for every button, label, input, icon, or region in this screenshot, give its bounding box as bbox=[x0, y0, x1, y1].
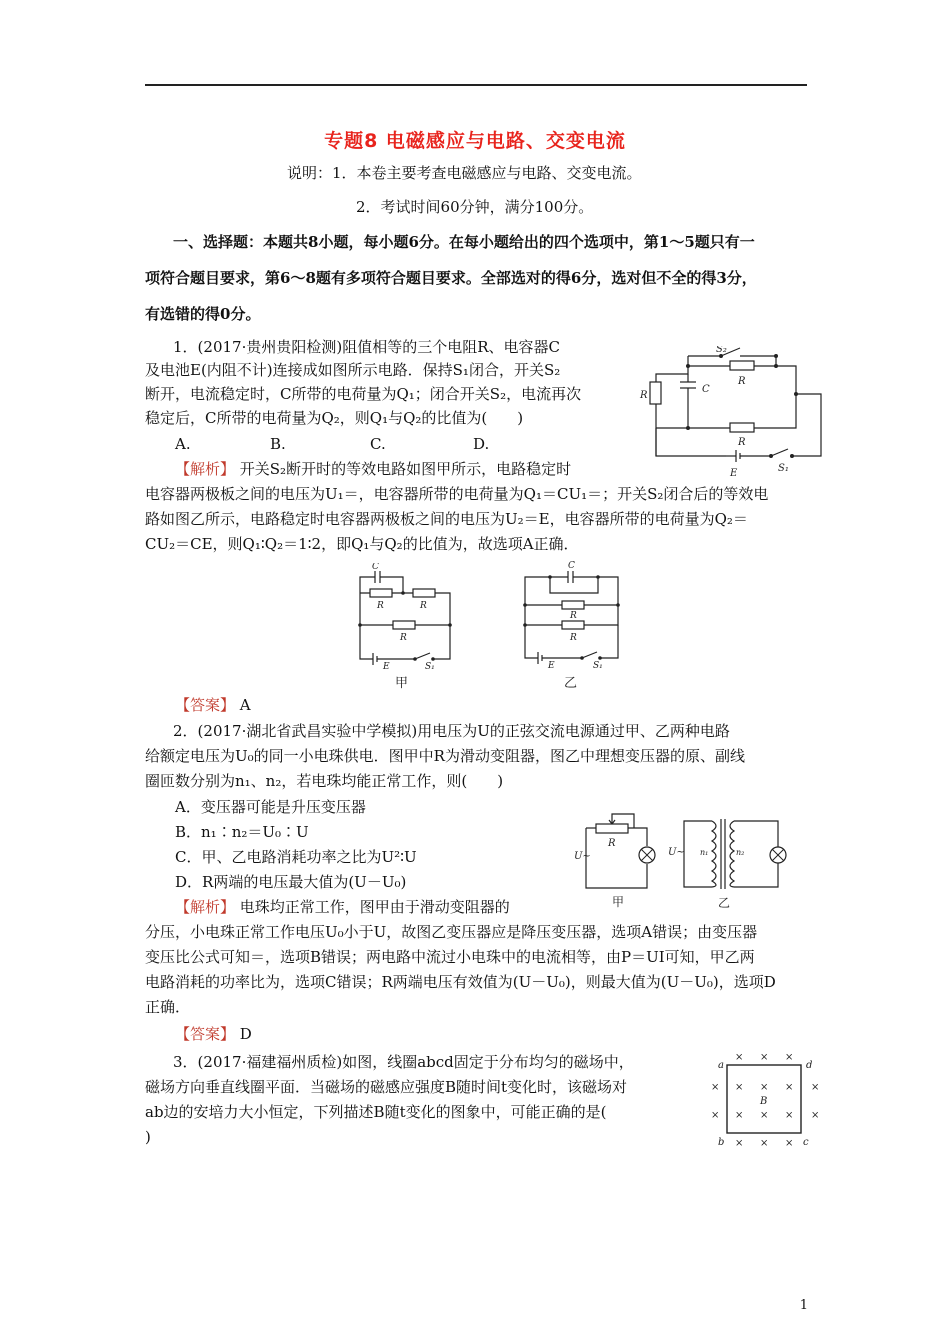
q2-analysis-line-4: 电路消耗的功率比为，选项C错误；R两端电压有效值为(U－U₀)，则最大值为(U－U₀)，选项D bbox=[145, 973, 776, 991]
field-cross: × bbox=[711, 1110, 720, 1121]
note-1: 说明：1．本卷主要考查电磁感应与电路、交变电流。 bbox=[287, 164, 642, 182]
q1-fig-e-label: E bbox=[730, 468, 738, 479]
field-cross: × bbox=[811, 1082, 820, 1093]
q1-line-3: 断开，电流稳定时，C所带的电荷量为Q₁；闭合开关S₂，电流再次 bbox=[145, 385, 582, 403]
q3-label-a: a bbox=[718, 1060, 724, 1071]
q1-analysis-tag: 【解析】 bbox=[175, 460, 236, 478]
q1-jia-caption: 甲 bbox=[395, 676, 409, 691]
q3-line-3: ab边的安培力大小恒定，下列描述B随t变化的图象中，可能正确的是( bbox=[145, 1103, 607, 1121]
q1-analysis-line-1: 【解析】 开关S₂断开时的等效电路如图甲所示，电路稳定时 bbox=[175, 460, 572, 478]
q1-jia-r2-label: R bbox=[420, 601, 427, 611]
q2-option-b: B．n₁∶n₂＝U₀∶U bbox=[175, 823, 309, 841]
q2-jia-caption: 甲 bbox=[612, 895, 625, 909]
q1-analysis-line-4: CU₂＝CE，则Q₁∶Q₂＝1∶2，即Q₁与Q₂的比值为，故选项A正确． bbox=[145, 535, 579, 553]
field-cross: × bbox=[811, 1110, 820, 1121]
q2-analysis-line-3: 变压比公式可知＝，选项B错误；两电路中流过小电珠中的电流相等，由P＝UI可知，甲乙两 bbox=[145, 948, 755, 966]
page-title: 专题8 电磁感应与电路、交变电流 bbox=[324, 130, 626, 152]
q2-line-3: 圈匝数分别为n₁、n₂，若电珠均能正常工作，则( ) bbox=[145, 772, 504, 790]
q3-label-B: B bbox=[760, 1096, 768, 1107]
q1-line-2: 及电池E(内阻不计)连接成如图所示电路．保持S₁闭合，开关S₂ bbox=[145, 361, 561, 379]
header-rule bbox=[145, 84, 807, 86]
field-cross: × bbox=[760, 1052, 769, 1063]
q2-yi-u-label: U~ bbox=[668, 847, 685, 858]
field-cross: × bbox=[760, 1110, 769, 1121]
q1-option-b: B. bbox=[270, 435, 286, 453]
q1-jia-r3-label: R bbox=[400, 633, 407, 643]
q3-line-4: ) bbox=[145, 1128, 151, 1146]
q1-analysis-line-2: 电容器两极板之间的电压为U₁＝，电容器所带的电荷量为Q₁＝CU₁＝；开关S₂闭合后的等效电 bbox=[145, 485, 769, 503]
q1-fig-r-label-bottom: R bbox=[738, 437, 746, 448]
q2-analysis-line-5: 正确． bbox=[145, 998, 191, 1016]
q1-option-c: C. bbox=[370, 435, 386, 453]
field-cross: × bbox=[711, 1082, 720, 1093]
q3-label-d: d bbox=[806, 1060, 813, 1071]
section-line-3: 有选错的得0分。 bbox=[145, 305, 261, 323]
q3-line-1: 3．(2017·福建福州质检)如图，线圈abcd固定于分布均匀的磁场中， bbox=[173, 1053, 634, 1071]
q2-answer-tag: 【答案】 bbox=[175, 1025, 236, 1043]
field-cross: × bbox=[735, 1138, 744, 1148]
q2-yi-n1-label: n₁ bbox=[700, 848, 709, 857]
q2-line-1: 2．(2017·湖北省武昌实验中学模拟)用电压为U的正弦交流电源通过甲、乙两种电路 bbox=[173, 722, 730, 740]
q2-analysis-line-1: 【解析】 电珠均正常工作，图甲由于滑动变阻器的 bbox=[175, 898, 510, 916]
q2-analysis-tag: 【解析】 bbox=[175, 898, 236, 916]
field-cross: × bbox=[760, 1082, 769, 1093]
field-cross: × bbox=[785, 1138, 794, 1148]
field-cross: × bbox=[735, 1082, 744, 1093]
q2-yi-caption: 乙 bbox=[718, 896, 731, 910]
section-line-2: 项符合题目要求，第6～8题有多项符合题目要求。全部选对的得6分，选对但不全的得3分， bbox=[145, 269, 757, 287]
q1-yi-s1-label: S₁ bbox=[593, 661, 603, 671]
q1-fig-s2-label: S₂ bbox=[716, 346, 727, 355]
q1-fig-c-label: C bbox=[702, 384, 710, 395]
q2-option-d: D．R两端的电压最大值为(U－U₀) bbox=[175, 873, 407, 891]
note-2: 2．考试时间60分钟，满分100分。 bbox=[356, 198, 594, 216]
q1-yi-r2-label: R bbox=[570, 633, 577, 643]
q1-fig-s1-label: S₁ bbox=[778, 463, 789, 474]
q2-jia-r-label: R bbox=[608, 838, 616, 849]
q1-jia-r1-label: R bbox=[377, 601, 384, 611]
q1-fig-r-label-left: R bbox=[640, 390, 648, 401]
q3-line-2: 磁场方向垂直线圈平面．当磁场的磁感应强度B随时间t变化时，该磁场对 bbox=[145, 1078, 628, 1096]
field-cross: × bbox=[735, 1110, 744, 1121]
q2-option-a: A．变压器可能是升压变压器 bbox=[175, 798, 366, 816]
q2-circuit-yi bbox=[668, 815, 798, 912]
q1-jia-e-label: E bbox=[383, 662, 390, 672]
q1-option-d: D. bbox=[473, 435, 490, 453]
field-cross: × bbox=[785, 1052, 794, 1063]
q2-option-c: C．甲、乙电路消耗功率之比为U²∶U bbox=[175, 848, 417, 866]
page-number: 1 bbox=[799, 1298, 808, 1313]
q1-yi-c-label: C bbox=[568, 561, 575, 571]
q1-line-1: 1．(2017·贵州贵阳检测)阻值相等的三个电阻R、电容器C bbox=[173, 338, 560, 356]
q3-label-c: c bbox=[803, 1137, 809, 1148]
q1-yi-e-label: E bbox=[548, 661, 555, 671]
q1-answer: 【答案】 A bbox=[175, 696, 251, 714]
q2-circuit-jia bbox=[572, 808, 672, 912]
q1-option-a: A. bbox=[175, 435, 191, 453]
q1-line-4: 稳定后，C所带的电荷量为Q₂，则Q₁与Q₂的比值为( ) bbox=[145, 409, 524, 427]
field-cross: × bbox=[785, 1110, 794, 1121]
q1-yi-r1-label: R bbox=[570, 611, 577, 621]
q1-analysis-line-3: 路如图乙所示，电路稳定时电容器两极板之间的电压为U₂＝E，电容器所带的电荷量为Q₂＝ bbox=[145, 510, 748, 528]
q2-yi-n2-label: n₂ bbox=[736, 848, 745, 857]
q1-yi-caption: 乙 bbox=[564, 676, 578, 691]
section-line-1: 一、选择题：本题共8小题，每小题6分。在每小题给出的四个选项中，第1～5题只有一 bbox=[173, 233, 755, 251]
q2-answer: 【答案】 D bbox=[175, 1025, 252, 1043]
q3-label-b: b bbox=[718, 1137, 725, 1148]
q1-jia-c-label: C bbox=[372, 563, 379, 572]
field-cross: × bbox=[785, 1082, 794, 1093]
q2-jia-u-label: U~ bbox=[574, 851, 591, 862]
q1-equiv-circuit-yi bbox=[520, 560, 630, 691]
field-cross: × bbox=[735, 1052, 744, 1063]
field-cross: × bbox=[760, 1138, 769, 1148]
q2-line-2: 给额定电压为U₀的同一小电珠供电．图甲中R为滑动变阻器，图乙中理想变压器的原、副线 bbox=[145, 747, 745, 765]
q3-coil-figure bbox=[705, 1048, 825, 1148]
q1-circuit-figure bbox=[636, 346, 826, 481]
q1-jia-s1-label: S₁ bbox=[425, 662, 435, 672]
q1-answer-tag: 【答案】 bbox=[175, 696, 236, 714]
q1-equiv-circuit-jia bbox=[355, 563, 460, 691]
q2-analysis-line-2: 分压，小电珠正常工作电压U₀小于U，故图乙变压器应是降压变压器，选项A错误；由变压器 bbox=[145, 923, 758, 941]
q1-fig-r-label-top: R bbox=[738, 376, 746, 387]
